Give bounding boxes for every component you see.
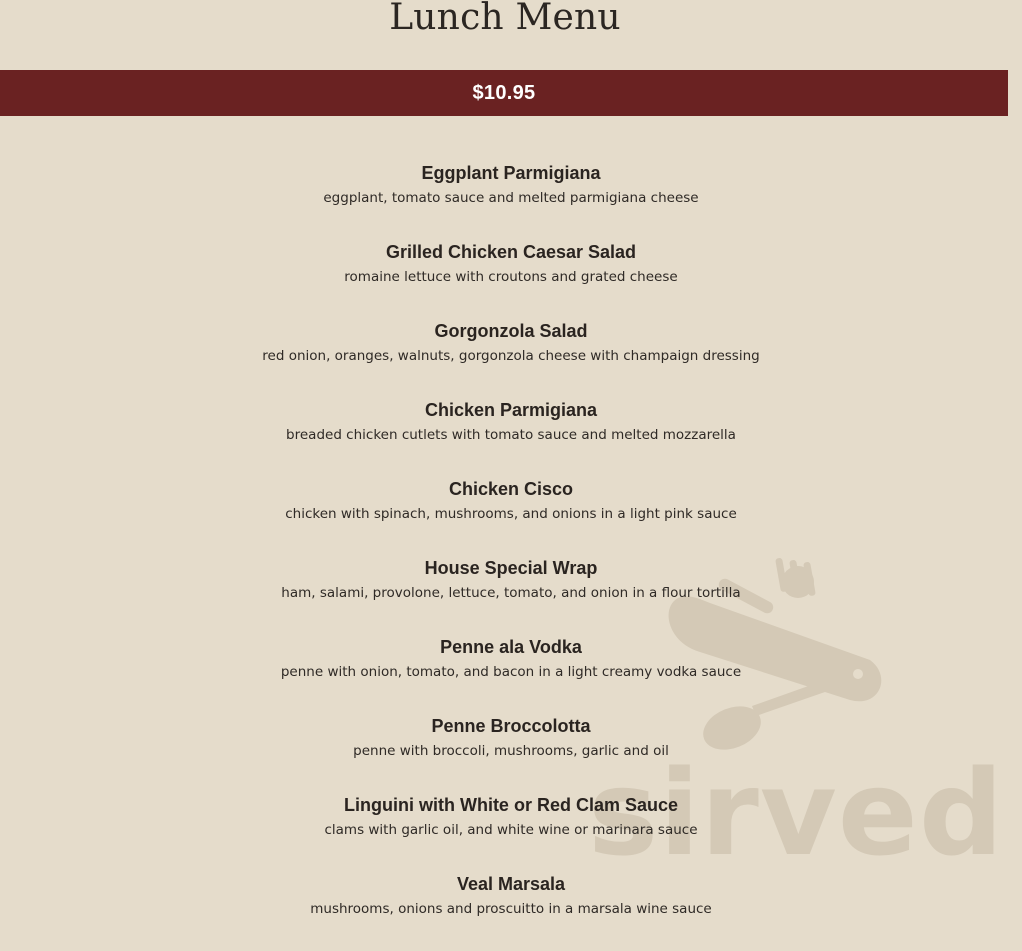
menu-item-description: breaded chicken cutlets with tomato sauce and melted mozzarella [286,427,736,443]
menu-item-description: penne with onion, tomato, and bacon in a light creamy vodka sauce [280,664,742,680]
menu-item [0,635,1022,714]
menu-item [0,793,1022,872]
menu-list [0,161,1022,951]
menu-item-description: ham, salami, provolone, lettuce, tomato, and onion in a flour tortilla [281,585,741,601]
menu-item [0,872,1022,951]
menu-item-description: mushrooms, onions and proscuitto in a marsala wine sauce [310,901,712,917]
menu-item-name: Chicken Cisco [448,479,574,499]
menu-item-name: House Special Wrap [424,558,598,578]
menu-item-name: Veal Marsala [456,874,566,894]
menu-item [0,240,1022,319]
menu-item-name: Penne ala Vodka [440,637,582,657]
price-banner [0,70,1008,116]
menu-item [0,161,1022,240]
menu-item-description: penne with broccoli, mushrooms, garlic and oil [353,743,669,759]
page-title: Lunch Menu [389,0,621,38]
menu-item-name: Chicken Parmigiana [424,400,598,420]
menu-item-name: Grilled Chicken Caesar Salad [385,242,637,262]
menu-item-name: Gorgonzola Salad [434,321,588,341]
menu-item-name: Eggplant Parmigiana [421,163,601,183]
price-label: $10.95 [472,81,536,104]
menu-item-name: Penne Broccolotta [431,716,591,736]
menu-item-description: eggplant, tomato sauce and melted parmigiana cheese [323,190,699,206]
menu-item-description: red onion, oranges, walnuts, gorgonzola cheese with champaign dressing [262,348,760,364]
menu-item [0,477,1022,556]
menu-item [0,714,1022,793]
menu-item [0,398,1022,477]
menu-item-description: chicken with spinach, mushrooms, and onions in a light pink sauce [285,506,737,522]
menu-item-description: clams with garlic oil, and white wine or marinara sauce [324,822,698,838]
menu-item-description: romaine lettuce with croutons and grated cheese [344,269,678,285]
menu-item-name: Linguini with White or Red Clam Sauce [343,795,679,815]
menu-item [0,319,1022,398]
menu-item [0,556,1022,635]
sirved-watermark-text: sirved [588,744,1005,882]
